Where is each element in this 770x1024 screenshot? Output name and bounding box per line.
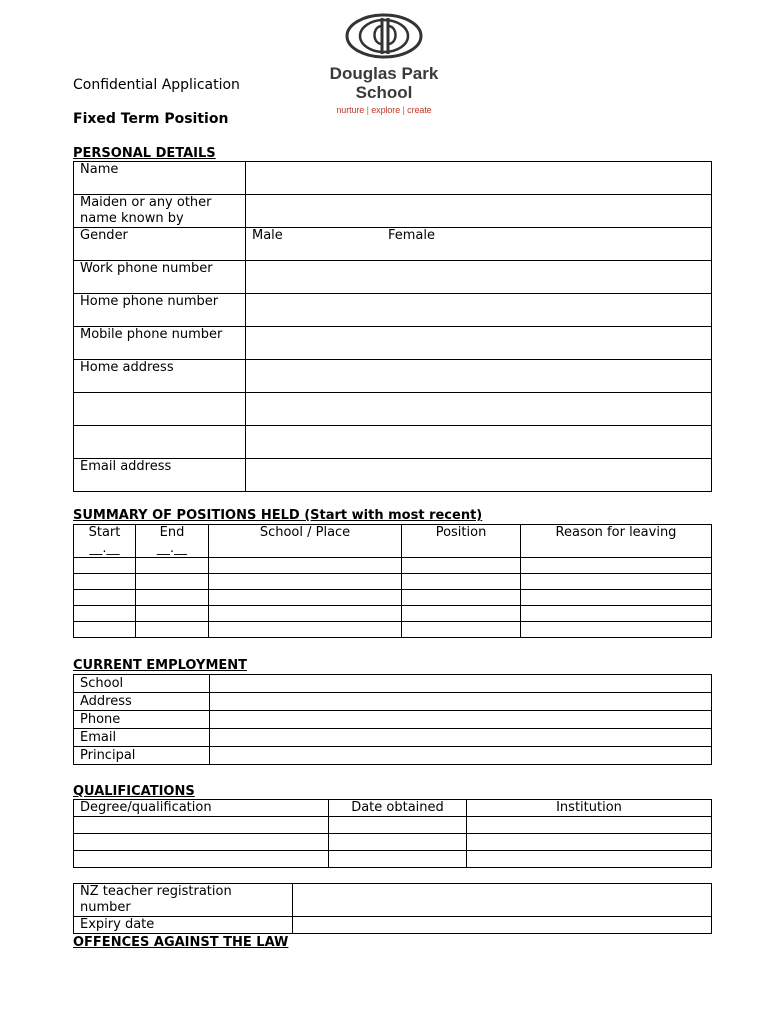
- reason-cell[interactable]: [521, 558, 712, 574]
- school-place-cell[interactable]: [209, 622, 402, 638]
- school-place-cell[interactable]: [209, 558, 402, 574]
- institution-cell[interactable]: [467, 851, 712, 868]
- tagline-separator: |: [366, 105, 369, 115]
- offences-heading: OFFENCES AGAINST THE LAW: [73, 935, 289, 950]
- institution-cell[interactable]: [467, 834, 712, 851]
- degree-cell[interactable]: [74, 834, 329, 851]
- table-row: [74, 622, 712, 638]
- degree-cell[interactable]: [74, 851, 329, 868]
- school-emblem-icon: [344, 12, 424, 60]
- date-obtained-cell[interactable]: [329, 817, 467, 834]
- gender-field[interactable]: [246, 228, 712, 261]
- table-row: [74, 884, 712, 917]
- qualifications-heading: QUALIFICATIONS: [73, 784, 195, 799]
- home-phone-field[interactable]: [246, 294, 712, 327]
- table-row: [74, 851, 712, 868]
- tagline-word: explore: [371, 105, 401, 115]
- current-employment-table: [73, 674, 712, 765]
- date-obtained-cell[interactable]: [329, 851, 467, 868]
- degree-column-header: Degree/qualification: [74, 800, 329, 817]
- table-row: [74, 426, 712, 459]
- table-row: [74, 261, 712, 294]
- current-principal-field[interactable]: [210, 747, 712, 765]
- table-row: [74, 747, 712, 765]
- email-field[interactable]: [246, 459, 712, 492]
- current-email-label: Email: [74, 729, 210, 747]
- table-row: [74, 228, 712, 261]
- home-address-field-line3[interactable]: [246, 426, 712, 459]
- current-phone-field[interactable]: [210, 711, 712, 729]
- table-row: [74, 558, 712, 574]
- table-row: [74, 162, 712, 195]
- mobile-phone-field[interactable]: [246, 327, 712, 360]
- current-address-field[interactable]: [210, 693, 712, 711]
- positions-summary-table: [73, 524, 712, 638]
- home-address-field-line2[interactable]: [246, 393, 712, 426]
- home-address-label-cont: [74, 393, 246, 426]
- expiry-date-field[interactable]: [293, 917, 712, 934]
- school-name-line1: Douglas Park: [329, 64, 439, 83]
- table-row: [74, 327, 712, 360]
- start-cell[interactable]: [74, 574, 136, 590]
- date-obtained-cell[interactable]: [329, 834, 467, 851]
- school-place-cell[interactable]: [209, 590, 402, 606]
- end-cell[interactable]: [136, 590, 209, 606]
- table-row: [74, 606, 712, 622]
- work-phone-label: Work phone number: [74, 261, 246, 294]
- reason-for-leaving-column-header: Reason for leaving: [521, 525, 712, 558]
- table-row: [74, 711, 712, 729]
- table-row: [74, 834, 712, 851]
- tagline-word: nurture: [336, 105, 365, 115]
- work-phone-field[interactable]: [246, 261, 712, 294]
- end-cell[interactable]: [136, 558, 209, 574]
- table-row: [74, 817, 712, 834]
- name-field[interactable]: [246, 162, 712, 195]
- end-date-placeholder: __.__: [156, 541, 188, 556]
- school-logo: [318, 12, 450, 124]
- registration-table: [73, 883, 712, 934]
- table-row: [74, 693, 712, 711]
- table-row: [74, 459, 712, 492]
- current-principal-label: Principal: [74, 747, 210, 765]
- table-row: [74, 294, 712, 327]
- tagline-separator: |: [402, 105, 405, 115]
- table-row: [74, 590, 712, 606]
- current-email-field[interactable]: [210, 729, 712, 747]
- reason-cell[interactable]: [521, 590, 712, 606]
- end-cell[interactable]: [136, 606, 209, 622]
- reason-cell[interactable]: [521, 574, 712, 590]
- current-phone-label: Phone: [74, 711, 210, 729]
- home-address-field[interactable]: [246, 360, 712, 393]
- start-header-label: Start: [88, 525, 121, 540]
- table-row: [74, 729, 712, 747]
- personal-details-table: [73, 161, 712, 492]
- institution-cell[interactable]: [467, 817, 712, 834]
- reason-cell[interactable]: [521, 622, 712, 638]
- table-row: [74, 393, 712, 426]
- end-cell[interactable]: [136, 622, 209, 638]
- end-cell[interactable]: [136, 574, 209, 590]
- position-cell[interactable]: [402, 606, 521, 622]
- start-cell[interactable]: [74, 622, 136, 638]
- table-header-row: [74, 800, 712, 817]
- position-type-title: Fixed Term Position: [73, 111, 229, 127]
- position-cell[interactable]: [402, 574, 521, 590]
- table-row: [74, 195, 712, 228]
- position-cell[interactable]: [402, 590, 521, 606]
- end-header-label: End: [159, 525, 185, 540]
- home-address-label-cont: [74, 426, 246, 459]
- start-cell[interactable]: [74, 606, 136, 622]
- current-address-label: Address: [74, 693, 210, 711]
- table-row: [74, 574, 712, 590]
- registration-number-label: NZ teacher registration number: [74, 884, 293, 917]
- email-label: Email address: [74, 459, 246, 492]
- name-label: Name: [74, 162, 246, 195]
- expiry-date-label: Expiry date: [74, 917, 293, 934]
- maiden-name-label: Maiden or any other name known by: [74, 195, 246, 228]
- home-phone-label: Home phone number: [74, 294, 246, 327]
- position-column-header: Position: [402, 525, 521, 558]
- reason-cell[interactable]: [521, 606, 712, 622]
- qualifications-table: [73, 799, 712, 868]
- gender-label: Gender: [74, 228, 246, 261]
- current-school-field[interactable]: [210, 675, 712, 693]
- confidential-title: Confidential Application: [73, 77, 240, 93]
- school-place-cell[interactable]: [209, 606, 402, 622]
- start-cell[interactable]: [74, 558, 136, 574]
- mobile-phone-label: Mobile phone number: [74, 327, 246, 360]
- table-row: [74, 917, 712, 934]
- date-obtained-column-header: Date obtained: [329, 800, 467, 817]
- institution-column-header: Institution: [467, 800, 712, 817]
- school-name: [318, 64, 450, 102]
- maiden-name-field[interactable]: [246, 195, 712, 228]
- home-address-label: Home address: [74, 360, 246, 393]
- school-place-column-header: School / Place: [209, 525, 402, 558]
- end-column-header: [136, 525, 209, 558]
- positions-summary-heading: SUMMARY OF POSITIONS HELD (Start with most recent): [73, 508, 483, 523]
- table-row: [74, 360, 712, 393]
- tagline-word: create: [407, 105, 432, 115]
- start-column-header: [74, 525, 136, 558]
- school-tagline: [318, 105, 450, 115]
- school-place-cell[interactable]: [209, 574, 402, 590]
- registration-number-field[interactable]: [293, 884, 712, 917]
- gender-option-female[interactable]: Female: [388, 228, 436, 243]
- table-row: [74, 675, 712, 693]
- start-date-placeholder: __.__: [89, 541, 120, 556]
- degree-cell[interactable]: [74, 817, 329, 834]
- school-name-line2: School: [355, 83, 413, 102]
- current-school-label: School: [74, 675, 210, 693]
- personal-details-heading: PERSONAL DETAILS: [73, 146, 216, 161]
- current-employment-heading: CURRENT EMPLOYMENT: [73, 658, 248, 673]
- gender-option-male[interactable]: Male: [252, 228, 283, 243]
- position-cell[interactable]: [402, 558, 521, 574]
- start-cell[interactable]: [74, 590, 136, 606]
- table-header-row: [74, 525, 712, 558]
- position-cell[interactable]: [402, 622, 521, 638]
